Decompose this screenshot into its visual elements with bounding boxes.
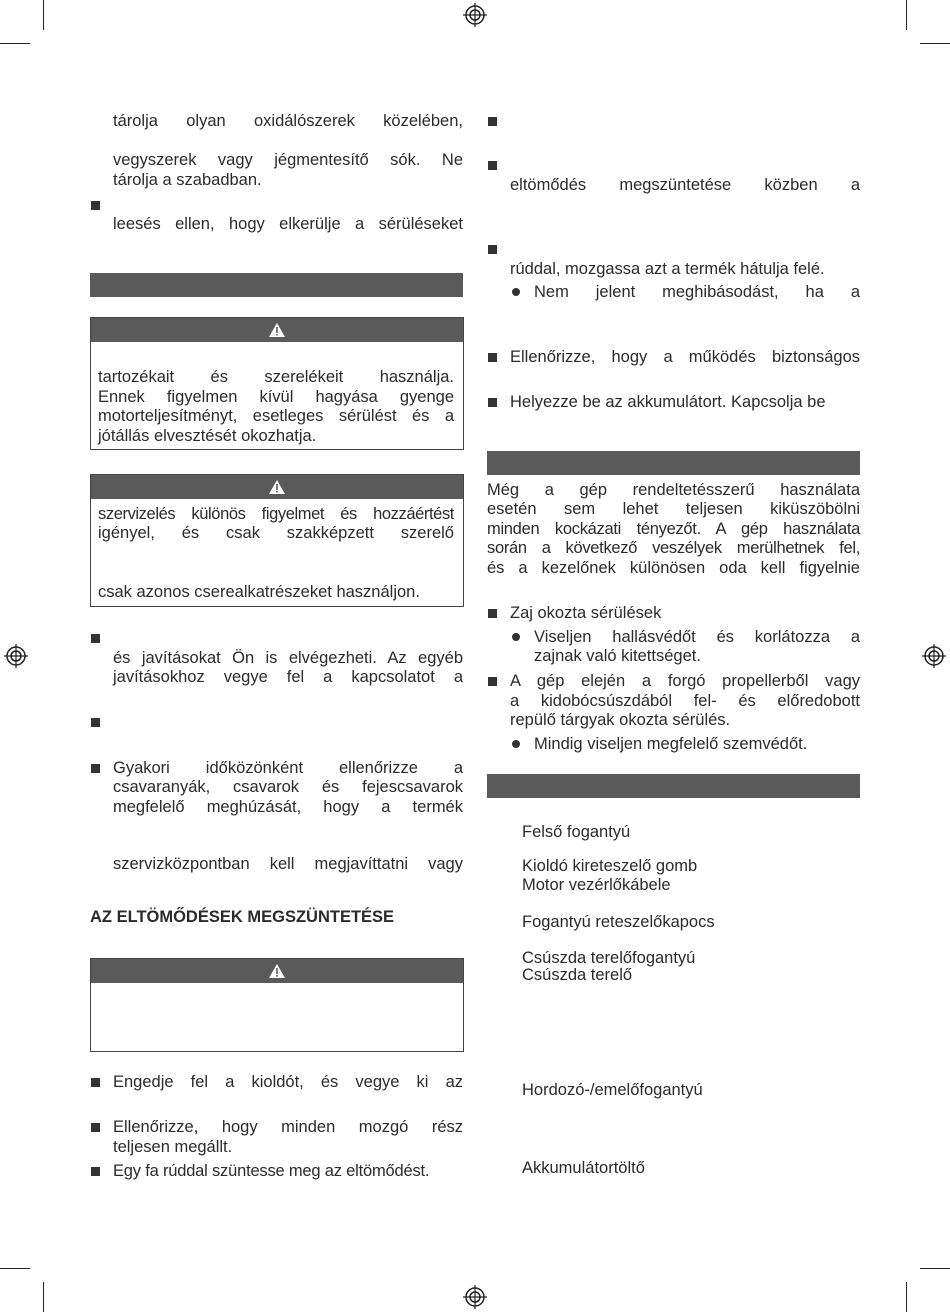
registration-mark-icon (922, 644, 946, 668)
body-text: csavaranyák, csavarok és fejescsavarok (113, 778, 463, 796)
body-text: repülő tárgyak okozta sérülés. (510, 711, 731, 729)
section-heading: AZ ELTÖMŐDÉSEK MEGSZÜNTETÉSE (90, 908, 395, 926)
warning-triangle-icon (268, 322, 286, 338)
square-bullet-icon (91, 764, 100, 773)
square-bullet-icon (91, 718, 100, 727)
body-text: A gép elején a forgó propellerből vagy (510, 672, 860, 690)
crop-mark (920, 1268, 950, 1269)
square-bullet-icon (488, 609, 497, 618)
section-bar (90, 273, 463, 297)
part-label: Csúszda terelő (522, 966, 633, 984)
body-text: eltömődés megszüntetése közben a (510, 176, 860, 194)
square-bullet-icon (488, 117, 497, 126)
part-label: Motor vezérlőkábele (522, 876, 671, 894)
body-text: javításokhoz vegye fel a kapcsolatot a (113, 668, 463, 686)
warning-text: szervizelés különös figyelmet és hozzáértést (98, 505, 454, 523)
part-label: Fogantyú reteszelőkapocs (522, 913, 715, 931)
part-label: Kioldó kireteszelő gomb (522, 857, 698, 875)
body-text: Ellenőrizze, hogy minden mozgó rész (113, 1118, 463, 1136)
body-text: Viseljen hallásvédőt és korlátozza a (534, 628, 860, 646)
body-text: minden kockázati tényezőt. A gép használata (487, 520, 860, 538)
body-text: során a következő veszélyek merülhetnek fel, (487, 539, 860, 557)
part-label: Hordozó-/emelőfogantyú (522, 1081, 703, 1099)
warning-triangle-icon (268, 963, 286, 979)
part-label: Felső fogantyú (522, 823, 631, 841)
body-text: leesés ellen, hogy elkerülje a sérüléseket (113, 215, 463, 233)
round-bullet-icon (512, 288, 520, 296)
square-bullet-icon (488, 353, 497, 362)
part-label: Csúszda terelőfogantyú (522, 949, 696, 967)
registration-mark-icon (463, 3, 487, 27)
body-text: esetén sem lehet teljesen kiküszöbölni (487, 500, 860, 518)
crop-mark (43, 1282, 44, 1312)
warning-text: Ennek figyelmen kívül hagyása gyenge (98, 388, 454, 406)
body-text: Még a gép rendeltetésszerű használata (487, 481, 860, 499)
warning-box-header (91, 475, 463, 499)
body-text: Egy fa rúddal szüntesse meg az eltömődést. (113, 1162, 430, 1180)
square-bullet-icon (488, 398, 497, 407)
part-label: Akkumulátortöltő (522, 1159, 645, 1177)
body-text: Ellenőrizze, hogy a működés biztonságos (510, 348, 860, 366)
body-text: Nem jelent meghibásodást, ha a (534, 283, 860, 301)
body-text: Engedje fel a kioldót, és vegye ki az (113, 1073, 463, 1091)
body-text: Zaj okozta sérülések (510, 604, 662, 622)
warning-text: jótállás elvesztését okozhatja. (98, 427, 317, 445)
section-bar (487, 774, 860, 798)
warning-text: tartozékait és szerelékeit használja. (98, 368, 454, 386)
square-bullet-icon (488, 161, 497, 170)
warning-box-header (91, 318, 463, 342)
body-text: a kidobócsúszdából fel- és előredobott (510, 692, 860, 710)
body-text: és javításokat Ön is elvégezheti. Az egyéb (113, 649, 463, 667)
square-bullet-icon (91, 1167, 100, 1176)
square-bullet-icon (91, 1078, 100, 1087)
body-text: tárolja a szabadban. (113, 171, 262, 189)
warning-text: igényel, és csak szakképzett szerelő (98, 524, 454, 542)
square-bullet-icon (488, 245, 497, 254)
round-bullet-icon (512, 740, 520, 748)
warning-text: csak azonos cserealkatrészeket használjon. (98, 583, 420, 601)
registration-mark-icon (4, 644, 28, 668)
warning-triangle-icon (268, 479, 286, 495)
body-text: Mindig viseljen megfelelő szemvédőt. (534, 735, 808, 753)
body-text: teljesen megállt. (113, 1138, 233, 1156)
round-bullet-icon (512, 633, 520, 641)
body-text: tárolja olyan oxidálószerek közelében, (113, 112, 463, 130)
body-text: és a kezelőnek különösen oda kell figyelnie (487, 559, 860, 577)
section-bar (487, 451, 860, 475)
crop-mark (0, 1268, 30, 1269)
square-bullet-icon (91, 201, 100, 210)
crop-mark (43, 0, 44, 30)
body-text: vegyszerek vagy jégmentesítő sók. Ne (113, 151, 463, 169)
warning-box-header (91, 959, 463, 983)
body-text: megfelelő meghúzását, hogy a termék (113, 798, 463, 816)
crop-mark (920, 43, 950, 44)
warning-text: motorteljesítményt, esetleges sérülést és a (98, 407, 454, 425)
body-text: rúddal, mozgassa azt a termék hátulja felé. (510, 260, 825, 278)
body-text: Gyakori időközönként ellenőrizze a (113, 759, 463, 777)
crop-mark (0, 43, 30, 44)
square-bullet-icon (488, 677, 497, 686)
body-text: szervizközpontban kell megjavíttatni vagy (113, 855, 463, 873)
square-bullet-icon (91, 634, 100, 643)
warning-box (90, 958, 464, 1052)
crop-mark (906, 1282, 907, 1312)
body-text: Helyezze be az akkumulátort. Kapcsolja be (510, 393, 826, 411)
registration-mark-icon (463, 1285, 487, 1309)
body-text: zajnak való kitettséget. (534, 647, 701, 665)
square-bullet-icon (91, 1123, 100, 1132)
crop-mark (906, 0, 907, 30)
